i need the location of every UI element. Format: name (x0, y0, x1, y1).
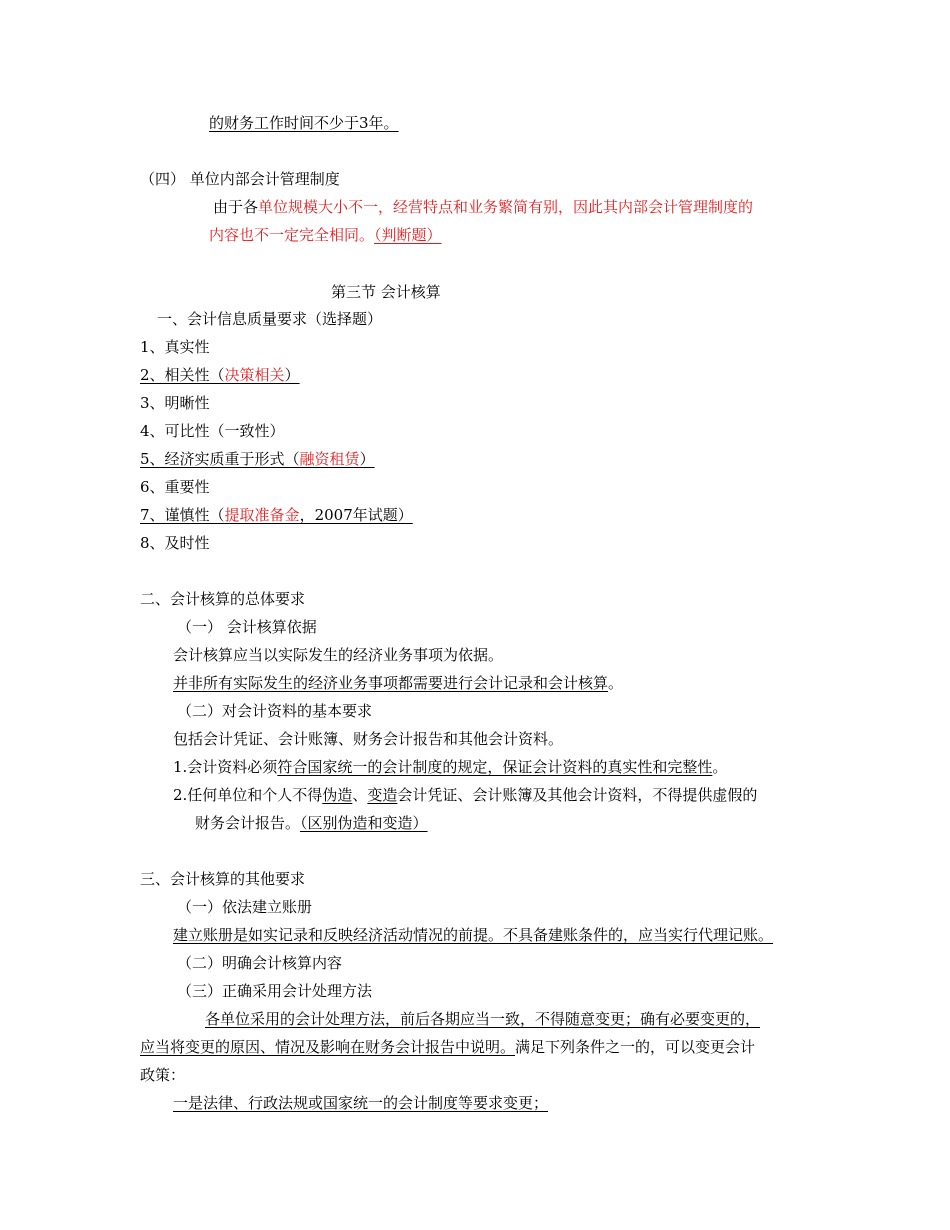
general-sub1-para-1: 会计核算应当以实际发生的经济业务事项为依据。 (173, 646, 504, 664)
underlined-text: 符合国家统一的会计制度的规定，保证会计资料的真实性和完整性 (277, 758, 713, 776)
item-text: 2.任何单位和个人不得 (173, 786, 323, 804)
other-sub-3: （三）正确采用会计处理方法 (177, 982, 373, 1000)
section-title: 第三节 会计核算 (331, 283, 441, 301)
item-text: 1.会计资料必须 (173, 758, 278, 776)
item-text-end: ） (284, 366, 300, 384)
underlined-text: 应当将变更的原因、情况及影响在财务会计报告中说明。 (140, 1038, 516, 1056)
other-sub3-para-2 (140, 1037, 755, 1057)
item-text-end: ） (359, 450, 375, 468)
item-text: 7、谨慎性（ (140, 506, 225, 524)
quality-item-3: 3、明晰性 (140, 394, 210, 412)
item-text: 2、相关性（ (140, 366, 225, 384)
item-text-end: ，2007年试题） (299, 506, 413, 524)
general-sub-1: （一） 会计核算依据 (177, 618, 317, 636)
item-text-end: 满足下列条件之一的，可以变更会计 (515, 1038, 756, 1056)
other-sub3-para-4: 一是法律、行政法规或国家统一的会计制度等要求变更； (173, 1094, 549, 1112)
quality-item-6: 6、重要性 (140, 478, 210, 496)
other-sub3-para-3: 政策： (140, 1066, 186, 1084)
quality-item-1: 1、真实性 (140, 338, 210, 356)
section-heading-4: （四） 单位内部会计管理制度 (140, 170, 340, 188)
period: 。 (608, 674, 624, 692)
general-sub2-item-1 (173, 757, 727, 777)
general-sub-2: （二）对会计资料的基本要求 (177, 702, 373, 720)
other-sub3-para-1: 各单位采用的会计处理方法，前后各期应当一致，不得随意变更；确有必要变更的， (205, 1010, 761, 1028)
judge-tag: （判断题） (374, 226, 442, 244)
para-red-text: 单位规模大小不一，经营特点和业务繁简有别，因此其内部会计管理制度的 (258, 198, 754, 216)
item-text-end: 会计凭证、会计账簿及其他会计资料，不得提供虚假的 (397, 786, 758, 804)
underlined-alter: 变造 (367, 786, 398, 804)
general-sub1-para-2 (173, 673, 623, 693)
quality-item-7 (140, 505, 413, 525)
paragraph-line-2 (209, 225, 442, 245)
underlined-note: （区别伪造和变造） (300, 814, 428, 832)
general-heading: 二、会计核算的总体要求 (140, 590, 306, 608)
other-sub-1: （一）依法建立账册 (177, 898, 313, 916)
para-prefix: 由于各 (213, 198, 259, 216)
general-sub2-item-2 (173, 785, 757, 805)
item-text: 财务会计报告。 (195, 814, 301, 832)
quality-item-8: 8、及时性 (140, 534, 210, 552)
separator: 、 (352, 786, 368, 804)
quality-item-2 (140, 365, 300, 385)
underlined-text: 并非所有实际发生的经济业务事项都需要进行会计记录和会计核算 (173, 674, 609, 692)
para-red-text-2: 内容也不一定完全相同。 (209, 226, 375, 244)
underlined-forge: 伪造 (322, 786, 353, 804)
item-text-end: 。 (712, 758, 728, 776)
item-red-text: 提取准备金 (224, 506, 300, 524)
quality-item-4: 4、可比性（一致性） (140, 422, 285, 440)
quality-item-5 (140, 449, 375, 469)
other-heading: 三、会计核算的其他要求 (140, 870, 306, 888)
general-sub2-item-2-cont (195, 813, 428, 833)
quality-heading: 一、会计信息质量要求（选择题） (157, 310, 383, 328)
other-sub1-para: 建立账册是如实记录和反映经济活动情况的前提。不具备建账条件的，应当实行代理记账。 (173, 926, 774, 944)
carry-over-line: 的财务工作时间不少于3年。 (209, 114, 399, 132)
item-text: 5、经济实质重于形式（ (140, 450, 300, 468)
item-red-text: 决策相关 (224, 366, 285, 384)
general-sub2-para-1: 包括会计凭证、会计账簿、财务会计报告和其他会计资料。 (173, 730, 564, 748)
other-sub-2: （二）明确会计核算内容 (177, 954, 343, 972)
paragraph-line-1 (213, 197, 753, 217)
item-red-text: 融资租赁 (299, 450, 360, 468)
